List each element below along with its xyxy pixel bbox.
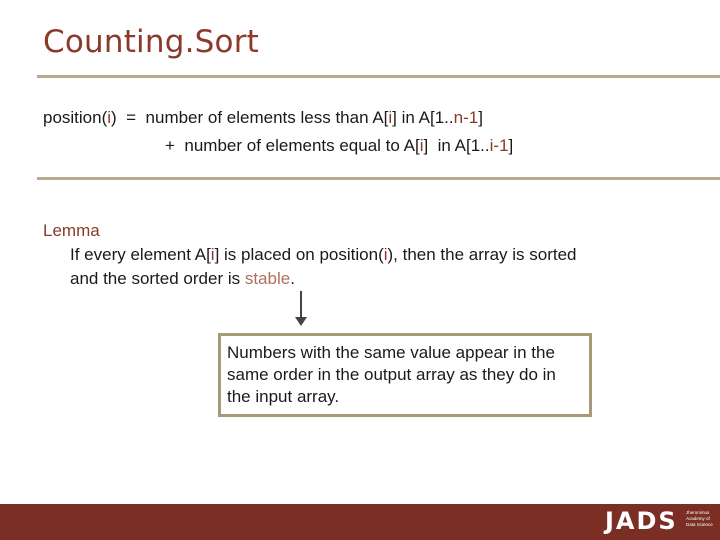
formula-line-1 <box>43 107 483 129</box>
formula-text: ] <box>478 108 483 127</box>
lemma-heading: Lemma <box>43 221 100 240</box>
jads-logo: JADS <box>605 507 678 535</box>
lemma-line-1 <box>70 245 577 265</box>
index-var: i <box>383 245 388 264</box>
lemma-text: ), then the array is sorted <box>387 245 577 264</box>
index-var: n-1 <box>453 108 479 127</box>
index-var: i <box>107 108 112 127</box>
formula-text: ] <box>508 136 514 155</box>
lemma-text: ] is placed on position( <box>214 245 384 264</box>
jads-logo-subtitle: Jheronimus Academy of Data Science <box>686 510 713 527</box>
lemma-line-2 <box>70 269 295 289</box>
index-var: i <box>419 136 424 155</box>
index-var: i <box>388 108 393 127</box>
stable-keyword: stable <box>244 269 291 288</box>
arrow-down-icon <box>295 317 307 326</box>
index-var: i-1 <box>489 136 509 155</box>
lemma-text: . <box>290 269 295 288</box>
middle-divider <box>37 177 720 180</box>
formula-text: + number of elements equal to A[ <box>165 136 420 155</box>
formula-text: ] in A[1.. <box>392 108 454 127</box>
slide-title: Counting.Sort <box>43 24 259 60</box>
index-var: i <box>210 245 215 264</box>
formula-text: ) = number of elements less than A[ <box>111 108 389 127</box>
formula-line-2 <box>165 135 513 157</box>
lemma-text: and the sorted order is <box>70 269 245 288</box>
top-divider <box>37 75 720 78</box>
lemma-text: If every element A[ <box>70 245 211 264</box>
formula-text: ] in A[1.. <box>423 136 490 155</box>
formula-text: position( <box>43 108 108 127</box>
stable-definition-box: Numbers with the same value appear in the same order in the output array as they do in the input array. <box>218 333 592 417</box>
